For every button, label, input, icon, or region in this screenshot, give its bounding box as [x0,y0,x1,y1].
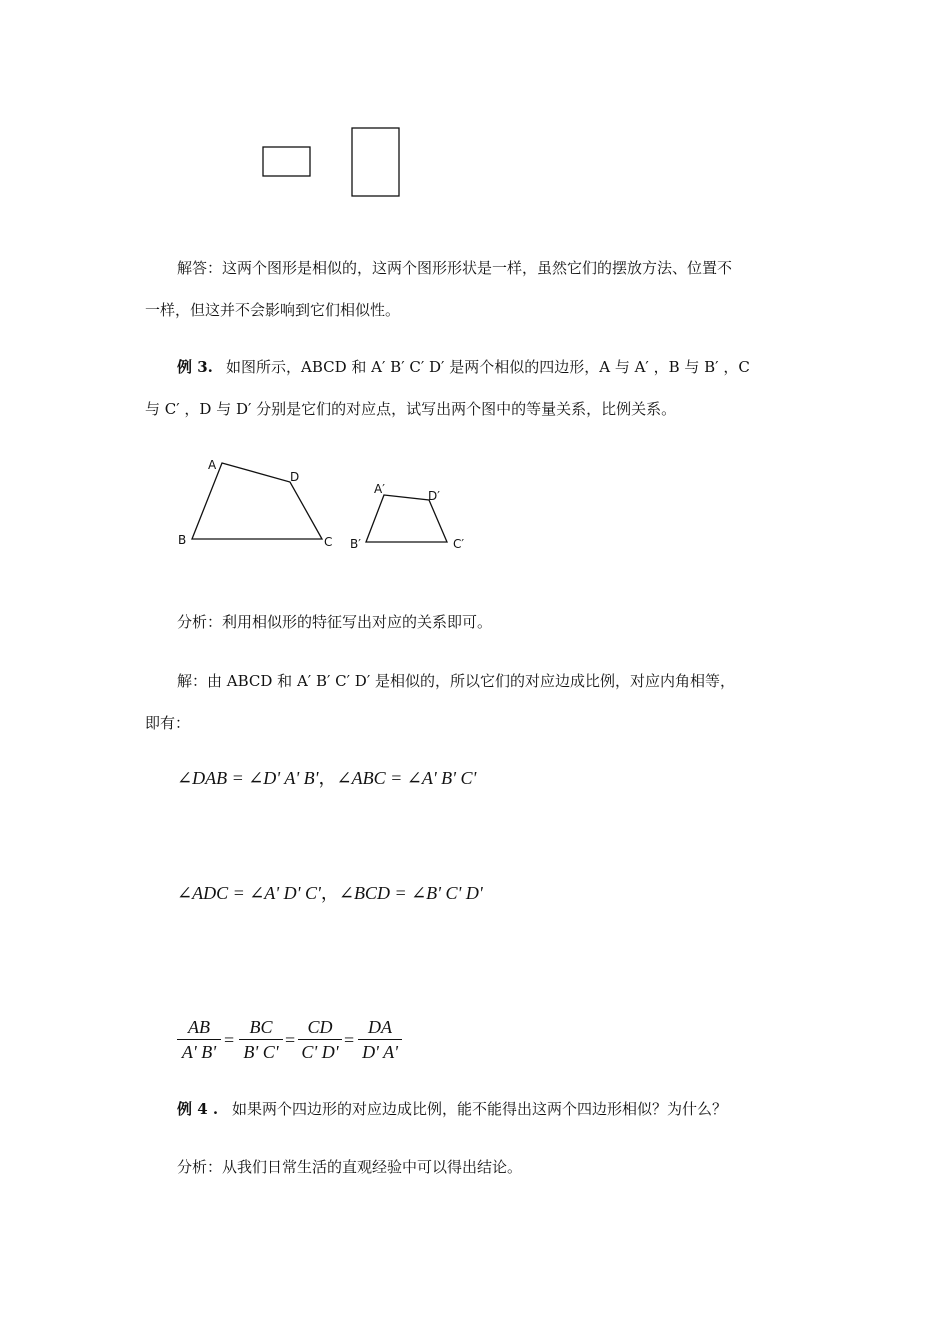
equals-sign: = [224,1030,235,1050]
figure-quadrilaterals [170,450,480,560]
fraction-numerator: CD [307,1017,333,1037]
tall-rectangle [352,128,399,196]
vertex-label-b: B [178,533,187,547]
equals-sign: = [285,1030,296,1050]
fraction-numerator: BC [249,1017,273,1037]
solution3-line2: 即有： [145,714,191,732]
fraction-numerator: DA [368,1017,392,1037]
analysis4-text: 分析：从我们日常生活的直观经验中可以得出结论。 [177,1158,523,1176]
fraction-denominator: B' C' [243,1042,279,1062]
fraction-denominator: C' D' [301,1042,339,1062]
fraction-numerator: AB [188,1017,210,1037]
example4-label: 例 4 . [177,1100,219,1118]
fraction-bar [239,1039,283,1040]
vertex-label-a: A [208,458,217,472]
fraction-bc [239,1017,283,1062]
vertex-label-c: C [324,535,333,549]
equation-dab: ∠DAB = ∠D' A' B' [177,768,319,788]
example3-label: 例 3. [177,358,213,376]
equation-separator: ， [318,768,337,788]
angle-equation-row1 [177,767,476,789]
solution3-line1: 解：由 ABCD 和 A′ B′ C′ D′ 是相似的，所以它们的对应边成比例，对应内角相等， [177,672,735,690]
example4-text: 如果两个四边形的对应边成比例，能不能得出这两个四边形相似？为什么？ [232,1100,728,1118]
vertex-label-b-prime: B′ [350,537,361,551]
vertex-label-a-prime: A′ [374,482,385,496]
equals-sign: = [344,1030,355,1050]
equation-adc: ∠ADC = ∠A' D' C' [177,883,321,903]
fraction-bar [177,1039,221,1040]
answer1-line1: 解答：这两个图形是相似的，这两个图形形状是一样，虽然它们的摆放方法、位置不 [177,259,733,277]
example3-line1: 如图所示，ABCD 和 A′ B′ C′ D′ 是两个相似的四边形，A 与 A′ ，B 与 B′ ，C [226,358,750,376]
fraction-denominator: D' A' [362,1042,398,1062]
fraction-cd [298,1017,342,1062]
analysis3-text: 分析：利用相似形的特征写出对应的关系即可。 [177,613,493,631]
vertex-label-d: D [290,470,300,484]
small-rectangle [263,147,310,176]
figure-rectangles [255,120,415,205]
fraction-denominator: A' B' [181,1042,217,1062]
equation-abc: ∠ABC = ∠A' B' C' [336,768,477,788]
example3-line2: 与 C′ ，D 与 D′ 分别是它们的对应点，试写出两个图中的等量关系，比例关系。 [145,400,677,418]
fraction-bar [358,1039,402,1040]
vertex-label-d-prime: D′ [428,489,440,503]
equation-bcd: ∠BCD = ∠B' C' D' [338,883,483,903]
quadrilateral-abcd [192,463,322,539]
angle-equation-row2 [177,882,483,904]
fraction-bar [298,1039,342,1040]
fraction-ab [177,1017,221,1062]
vertex-label-c-prime: C′ [453,537,465,551]
answer1-line2: 一样，但这并不会影响到它们相似性。 [145,301,401,319]
equation-separator: ， [320,883,339,903]
fraction-da [358,1017,402,1062]
